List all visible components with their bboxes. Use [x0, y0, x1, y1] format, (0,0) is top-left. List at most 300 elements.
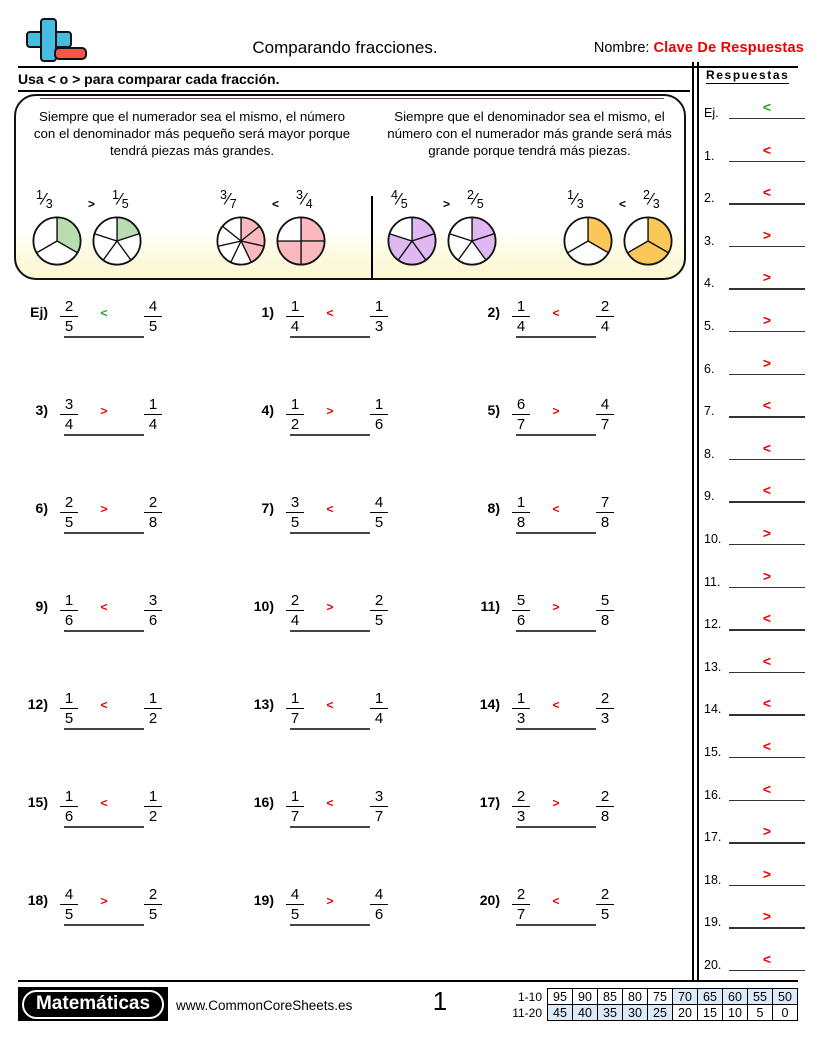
- answer-row: [704, 98, 810, 122]
- fraction-numerator: 1: [374, 298, 384, 315]
- fraction-numerator: 2: [600, 690, 610, 707]
- fraction-bar: [286, 414, 304, 415]
- answer-column-rule-inner: [697, 62, 699, 980]
- problem-fraction: [366, 396, 392, 433]
- header-divider: [18, 66, 798, 68]
- answer-blank-line[interactable]: [290, 434, 370, 436]
- fraction-denominator: 6: [148, 612, 158, 630]
- problem-fraction: [282, 592, 308, 629]
- fraction-numerator: 1: [64, 690, 74, 707]
- problem-fraction: [282, 788, 308, 825]
- fraction-denominator: 7: [600, 416, 610, 434]
- answer-row: [704, 737, 810, 761]
- fraction-pie-icon: [32, 216, 82, 271]
- fraction-numerator: 4: [374, 494, 384, 511]
- help-example-group: [32, 188, 182, 280]
- answer-blank-line[interactable]: [516, 826, 596, 828]
- problem-fraction: [508, 886, 534, 923]
- page-footer: [0, 980, 816, 1056]
- help-panel-left: [16, 96, 368, 280]
- answer-row-label: 2.: [704, 191, 715, 206]
- answer-row-value: <: [762, 738, 772, 754]
- fraction-bar: [144, 904, 162, 905]
- problem-number: 1): [261, 304, 274, 320]
- problem-item: [466, 590, 681, 652]
- answer-row-line[interactable]: [729, 927, 805, 928]
- problem-item: [240, 394, 455, 456]
- fraction-bar: [144, 414, 162, 415]
- score-cell: 30: [623, 1005, 648, 1021]
- answer-row: [704, 567, 810, 591]
- problem-answer: <: [100, 600, 108, 614]
- score-cell: 50: [773, 989, 798, 1005]
- answer-row-value: <: [762, 439, 772, 456]
- fraction-numerator: 3: [290, 494, 300, 511]
- problem-fraction: [366, 690, 392, 727]
- answer-row-label: 4.: [704, 276, 715, 291]
- problem-answer: <: [326, 502, 334, 516]
- answer-column-rule-outer: [692, 62, 694, 980]
- problem-fraction: [592, 690, 618, 727]
- answer-row-label: 1.: [704, 148, 715, 163]
- problem-row: [0, 590, 692, 688]
- answer-row-label: 5.: [704, 319, 715, 333]
- fraction-numerator: 4: [374, 886, 384, 903]
- answer-row-line[interactable]: [729, 118, 805, 119]
- answer-row-line[interactable]: [729, 161, 805, 162]
- answer-row-line[interactable]: [729, 842, 805, 843]
- fraction-numerator: 2: [516, 886, 526, 903]
- problem-answer: >: [100, 502, 108, 516]
- answer-blank-line[interactable]: [64, 924, 144, 926]
- problem-item: [14, 688, 229, 750]
- score-cell: 75: [648, 989, 673, 1005]
- fraction-numerator: 2: [600, 298, 610, 315]
- problem-row: [0, 688, 692, 786]
- fraction-numerator: 2: [290, 592, 300, 609]
- footer-divider: [18, 980, 798, 982]
- problem-fraction: [56, 690, 82, 727]
- problem-item: [240, 884, 455, 946]
- fraction-bar: [370, 610, 388, 611]
- score-cell: 0: [773, 1005, 798, 1021]
- problem-fraction: [366, 494, 392, 531]
- problem-number: 10): [253, 598, 274, 614]
- fraction-numerator: 1: [516, 298, 526, 315]
- score-cell: 90: [573, 989, 598, 1005]
- fraction-denominator: 8: [600, 808, 610, 826]
- fraction-bar: [286, 708, 304, 709]
- help-comparison-operator: <: [272, 197, 280, 211]
- fraction-bar: [144, 806, 162, 807]
- answer-blank-line[interactable]: [516, 434, 596, 436]
- answer-row-value: <: [762, 184, 772, 201]
- fraction-denominator: 4: [290, 612, 300, 630]
- answer-blank-line[interactable]: [64, 630, 144, 632]
- problem-item: [240, 786, 455, 848]
- problem-fraction: [592, 494, 618, 531]
- problem-number: 5): [487, 402, 500, 418]
- fraction-numerator: 1: [374, 690, 384, 707]
- fraction-denominator: 5: [374, 514, 384, 532]
- answer-row-line[interactable]: [729, 331, 805, 332]
- fraction-numerator: 2: [516, 788, 526, 805]
- fraction-bar: [512, 610, 530, 611]
- score-cell: 25: [648, 1005, 673, 1021]
- answer-row: [704, 226, 810, 250]
- problem-item: [14, 394, 229, 456]
- answer-blank-line[interactable]: [290, 532, 370, 534]
- answer-row-value: <: [762, 652, 772, 669]
- fraction-bar: [144, 708, 162, 709]
- fraction-numerator: 1: [148, 788, 158, 805]
- problem-number: 20): [479, 892, 500, 908]
- fraction-pie-icon: [387, 216, 437, 271]
- answer-row: [704, 396, 810, 420]
- answer-blank-line[interactable]: [516, 924, 596, 926]
- fraction-numerator: 6: [516, 396, 526, 413]
- fraction-bar: [286, 610, 304, 611]
- answer-row: [704, 822, 810, 846]
- answer-row: [704, 141, 810, 165]
- answer-row: [704, 907, 810, 931]
- problem-fraction: [508, 690, 534, 727]
- problem-fraction: [282, 690, 308, 727]
- fraction-pie-icon: [563, 216, 613, 271]
- answer-row-label: 9.: [704, 489, 715, 504]
- problem-number: 17): [479, 794, 500, 810]
- brand-label: Matemáticas: [22, 990, 164, 1019]
- fraction-denominator: 2: [290, 416, 300, 434]
- fraction-bar: [60, 512, 78, 513]
- help-fraction: 2⁄5: [467, 188, 484, 211]
- answer-blank-line[interactable]: [64, 826, 144, 828]
- fraction-denominator: 3: [516, 808, 526, 826]
- fraction-denominator: 4: [64, 416, 74, 434]
- problem-answer: >: [326, 894, 334, 908]
- answer-row: [704, 354, 810, 378]
- problem-item: [14, 884, 229, 946]
- problem-fraction: [140, 886, 166, 923]
- problem-number: 3): [35, 402, 48, 418]
- fraction-numerator: 1: [516, 494, 526, 511]
- problem-answer: >: [100, 894, 108, 908]
- help-text-right: Siempre que el denominador sea el mismo, el número con el numerador más grande será más grande porque tendrá más piezas.: [387, 109, 672, 158]
- fraction-numerator: 1: [290, 298, 300, 315]
- answer-row-value: >: [762, 525, 772, 541]
- problem-item: [14, 786, 229, 848]
- score-cell: 15: [698, 1005, 723, 1021]
- name-label: Nombre:: [593, 40, 650, 56]
- fraction-numerator: 5: [600, 592, 610, 609]
- help-fraction: 1⁄3: [36, 188, 53, 211]
- help-text-left: Siempre que el numerador sea el mismo, el número con el denominador más pequeño será mayor porque tendrá piezas más grandes.: [33, 109, 351, 158]
- fraction-bar: [144, 610, 162, 611]
- problem-answer: <: [100, 306, 108, 320]
- fraction-bar: [370, 512, 388, 513]
- fraction-numerator: 7: [600, 494, 610, 511]
- fraction-bar: [512, 414, 530, 415]
- answer-row-label: 8.: [704, 446, 715, 461]
- fraction-denominator: 7: [516, 906, 526, 924]
- answer-row-label: 20.: [704, 958, 722, 972]
- fraction-bar: [144, 512, 162, 513]
- fraction-bar: [60, 316, 78, 317]
- problem-fraction: [366, 298, 392, 335]
- problem-item: [14, 296, 229, 358]
- score-cell: 70: [673, 989, 698, 1005]
- answer-row-value: <: [762, 141, 772, 158]
- problem-row: [0, 296, 692, 394]
- score-cell: 60: [723, 989, 748, 1005]
- fraction-denominator: 8: [600, 612, 610, 630]
- fraction-denominator: 4: [290, 318, 300, 336]
- problem-item: [14, 590, 229, 652]
- answer-row-value: <: [762, 951, 772, 967]
- problem-answer: >: [552, 600, 560, 614]
- fraction-denominator: 7: [516, 416, 526, 434]
- fraction-numerator: 5: [516, 592, 526, 609]
- problem-item: [466, 394, 681, 456]
- help-examples-right: [373, 188, 686, 280]
- answer-row-line[interactable]: [729, 544, 805, 545]
- problem-fraction: [56, 396, 82, 433]
- answer-row-line[interactable]: [729, 203, 805, 204]
- score-cell: 10: [723, 1005, 748, 1021]
- answer-blank-line[interactable]: [290, 630, 370, 632]
- fraction-numerator: 4: [148, 298, 158, 315]
- fraction-bar: [370, 904, 388, 905]
- fraction-denominator: 5: [290, 906, 300, 924]
- fraction-denominator: 6: [374, 906, 384, 924]
- problem-number: 7): [261, 500, 274, 516]
- fraction-numerator: 1: [516, 690, 526, 707]
- help-example-group: [563, 188, 686, 280]
- answer-row-line[interactable]: [729, 714, 805, 715]
- score-cell: 55: [748, 989, 773, 1005]
- score-cell: 40: [573, 1005, 598, 1021]
- fraction-bar: [596, 512, 614, 513]
- fraction-denominator: 8: [516, 514, 526, 532]
- answer-row-line[interactable]: [729, 416, 805, 417]
- fraction-numerator: 2: [64, 494, 74, 511]
- answer-row-label: 10.: [704, 532, 722, 546]
- fraction-denominator: 4: [600, 318, 610, 336]
- fraction-denominator: 7: [290, 710, 300, 728]
- answer-row-line[interactable]: [729, 246, 805, 247]
- help-examples-left: [16, 188, 368, 280]
- answer-row-label: 13.: [704, 659, 722, 674]
- fraction-denominator: 6: [64, 808, 74, 826]
- problem-item: [240, 590, 455, 652]
- help-fraction: 2⁄3: [643, 188, 660, 211]
- fraction-bar: [512, 806, 530, 807]
- answer-row-label: 18.: [704, 872, 722, 887]
- name-value: Clave De Respuestas: [653, 40, 804, 56]
- answer-blank-line[interactable]: [290, 728, 370, 730]
- problem-fraction: [508, 298, 534, 335]
- score-cell: 35: [598, 1005, 623, 1021]
- answer-row-line[interactable]: [729, 757, 805, 758]
- problem-fraction: [366, 788, 392, 825]
- answer-row-line[interactable]: [729, 629, 805, 630]
- answer-blank-line[interactable]: [516, 336, 596, 338]
- answer-row-line[interactable]: [729, 501, 805, 502]
- problem-answer: <: [326, 698, 334, 712]
- fraction-numerator: 1: [64, 592, 74, 609]
- answer-row-line[interactable]: [729, 374, 805, 375]
- fraction-bar: [512, 904, 530, 905]
- answer-row-line[interactable]: [729, 587, 805, 588]
- fraction-numerator: 3: [64, 396, 74, 413]
- answer-row-value: >: [762, 269, 772, 286]
- fraction-bar: [144, 316, 162, 317]
- fraction-bar: [286, 806, 304, 807]
- problem-answer: >: [552, 404, 560, 418]
- fraction-numerator: 4: [290, 886, 300, 903]
- answer-row-line[interactable]: [729, 970, 805, 971]
- score-cell: 45: [548, 1005, 573, 1021]
- answer-row: [704, 950, 810, 974]
- score-cell: 20: [673, 1005, 698, 1021]
- problem-answer: <: [552, 894, 560, 908]
- help-panel-right: [373, 96, 686, 280]
- fraction-numerator: 1: [290, 396, 300, 413]
- problem-fraction: [366, 592, 392, 629]
- problem-fraction: [140, 298, 166, 335]
- help-fraction: 3⁄4: [296, 188, 313, 211]
- answer-row-value: >: [762, 226, 772, 243]
- fraction-denominator: 8: [600, 514, 610, 532]
- problem-number: 11): [480, 598, 500, 614]
- answer-row-value: <: [762, 99, 772, 115]
- problem-number: 9): [35, 598, 48, 614]
- score-cell: 85: [598, 989, 623, 1005]
- problem-number: Ej): [30, 304, 48, 320]
- fraction-bar: [596, 904, 614, 905]
- problem-fraction: [56, 494, 82, 531]
- problem-row: [0, 492, 692, 590]
- answer-row: [704, 652, 810, 676]
- fraction-bar: [286, 904, 304, 905]
- fraction-denominator: 8: [148, 514, 158, 532]
- fraction-bar: [60, 904, 78, 905]
- answer-row-line[interactable]: [729, 459, 805, 460]
- answer-row-value: >: [762, 865, 772, 882]
- plus-minus-icon: [18, 18, 88, 64]
- answer-blank-line[interactable]: [516, 728, 596, 730]
- answer-blank-line[interactable]: [516, 532, 596, 534]
- help-comparison-operator: <: [619, 197, 627, 211]
- answer-column: [692, 62, 816, 980]
- fraction-denominator: 6: [64, 612, 74, 630]
- fraction-numerator: 4: [64, 886, 74, 903]
- fraction-bar: [596, 708, 614, 709]
- fraction-denominator: 6: [374, 416, 384, 434]
- answer-blank-line[interactable]: [64, 336, 144, 338]
- score-table-grid: [511, 988, 798, 1021]
- problem-fraction: [366, 886, 392, 923]
- answer-row-label: 6.: [704, 361, 715, 376]
- score-table-row: [511, 1005, 797, 1021]
- problem-row: [0, 394, 692, 492]
- fraction-denominator: 5: [64, 710, 74, 728]
- answer-blank-line[interactable]: [290, 826, 370, 828]
- problem-item: [466, 492, 681, 554]
- score-cell: 95: [548, 989, 573, 1005]
- problem-answer: <: [552, 306, 560, 320]
- fraction-pie-icon: [276, 216, 326, 271]
- fraction-bar: [370, 806, 388, 807]
- help-example-group: [216, 188, 366, 280]
- answer-row-line[interactable]: [729, 288, 805, 289]
- fraction-denominator: 4: [148, 416, 158, 434]
- fraction-denominator: 5: [64, 514, 74, 532]
- answer-row-line[interactable]: [729, 885, 805, 886]
- fraction-denominator: 3: [516, 710, 526, 728]
- answer-row-label: 11.: [704, 574, 721, 589]
- fraction-bar: [596, 806, 614, 807]
- fraction-bar: [512, 316, 530, 317]
- answer-row: [704, 183, 810, 207]
- fraction-pie-icon: [216, 216, 266, 271]
- fraction-pie-icon: [623, 216, 673, 271]
- problem-fraction: [282, 396, 308, 433]
- score-table-row: [511, 989, 797, 1005]
- problem-item: [240, 296, 455, 358]
- problem-fraction: [282, 298, 308, 335]
- page-header: [0, 0, 816, 87]
- fraction-denominator: 3: [374, 318, 384, 336]
- fraction-bar: [512, 708, 530, 709]
- answer-blank-line[interactable]: [64, 434, 144, 436]
- problem-answer: <: [326, 796, 334, 810]
- page-number: 1: [432, 986, 448, 1016]
- answer-blank-line[interactable]: [64, 728, 144, 730]
- problem-number: 8): [487, 500, 500, 516]
- fraction-denominator: 2: [148, 710, 158, 728]
- problem-fraction: [592, 592, 618, 629]
- fraction-bar: [286, 512, 304, 513]
- answer-row: [704, 780, 810, 804]
- fraction-denominator: 5: [64, 906, 74, 924]
- fraction-numerator: 1: [64, 788, 74, 805]
- answer-blank-line[interactable]: [516, 630, 596, 632]
- answer-row-line[interactable]: [729, 800, 805, 801]
- fraction-numerator: 4: [600, 396, 610, 413]
- help-example-group: [387, 188, 537, 280]
- help-fraction: 3⁄7: [220, 188, 237, 211]
- answer-blank-line[interactable]: [290, 336, 370, 338]
- fraction-denominator: 4: [374, 710, 384, 728]
- problem-fraction: [56, 592, 82, 629]
- answer-row-line[interactable]: [729, 672, 805, 673]
- fraction-pie-icon: [92, 216, 142, 271]
- fraction-numerator: 1: [148, 690, 158, 707]
- problem-fraction: [140, 592, 166, 629]
- fraction-numerator: 2: [374, 592, 384, 609]
- answer-blank-line[interactable]: [64, 532, 144, 534]
- name-field-area: [594, 40, 804, 56]
- problem-fraction: [592, 788, 618, 825]
- problem-item: [14, 492, 229, 554]
- problem-item: [466, 884, 681, 946]
- answer-row: [704, 694, 810, 718]
- answer-blank-line[interactable]: [290, 924, 370, 926]
- problem-number: 13): [253, 696, 274, 712]
- page-title: Comparando fracciones.: [252, 38, 438, 57]
- problem-fraction: [592, 298, 618, 335]
